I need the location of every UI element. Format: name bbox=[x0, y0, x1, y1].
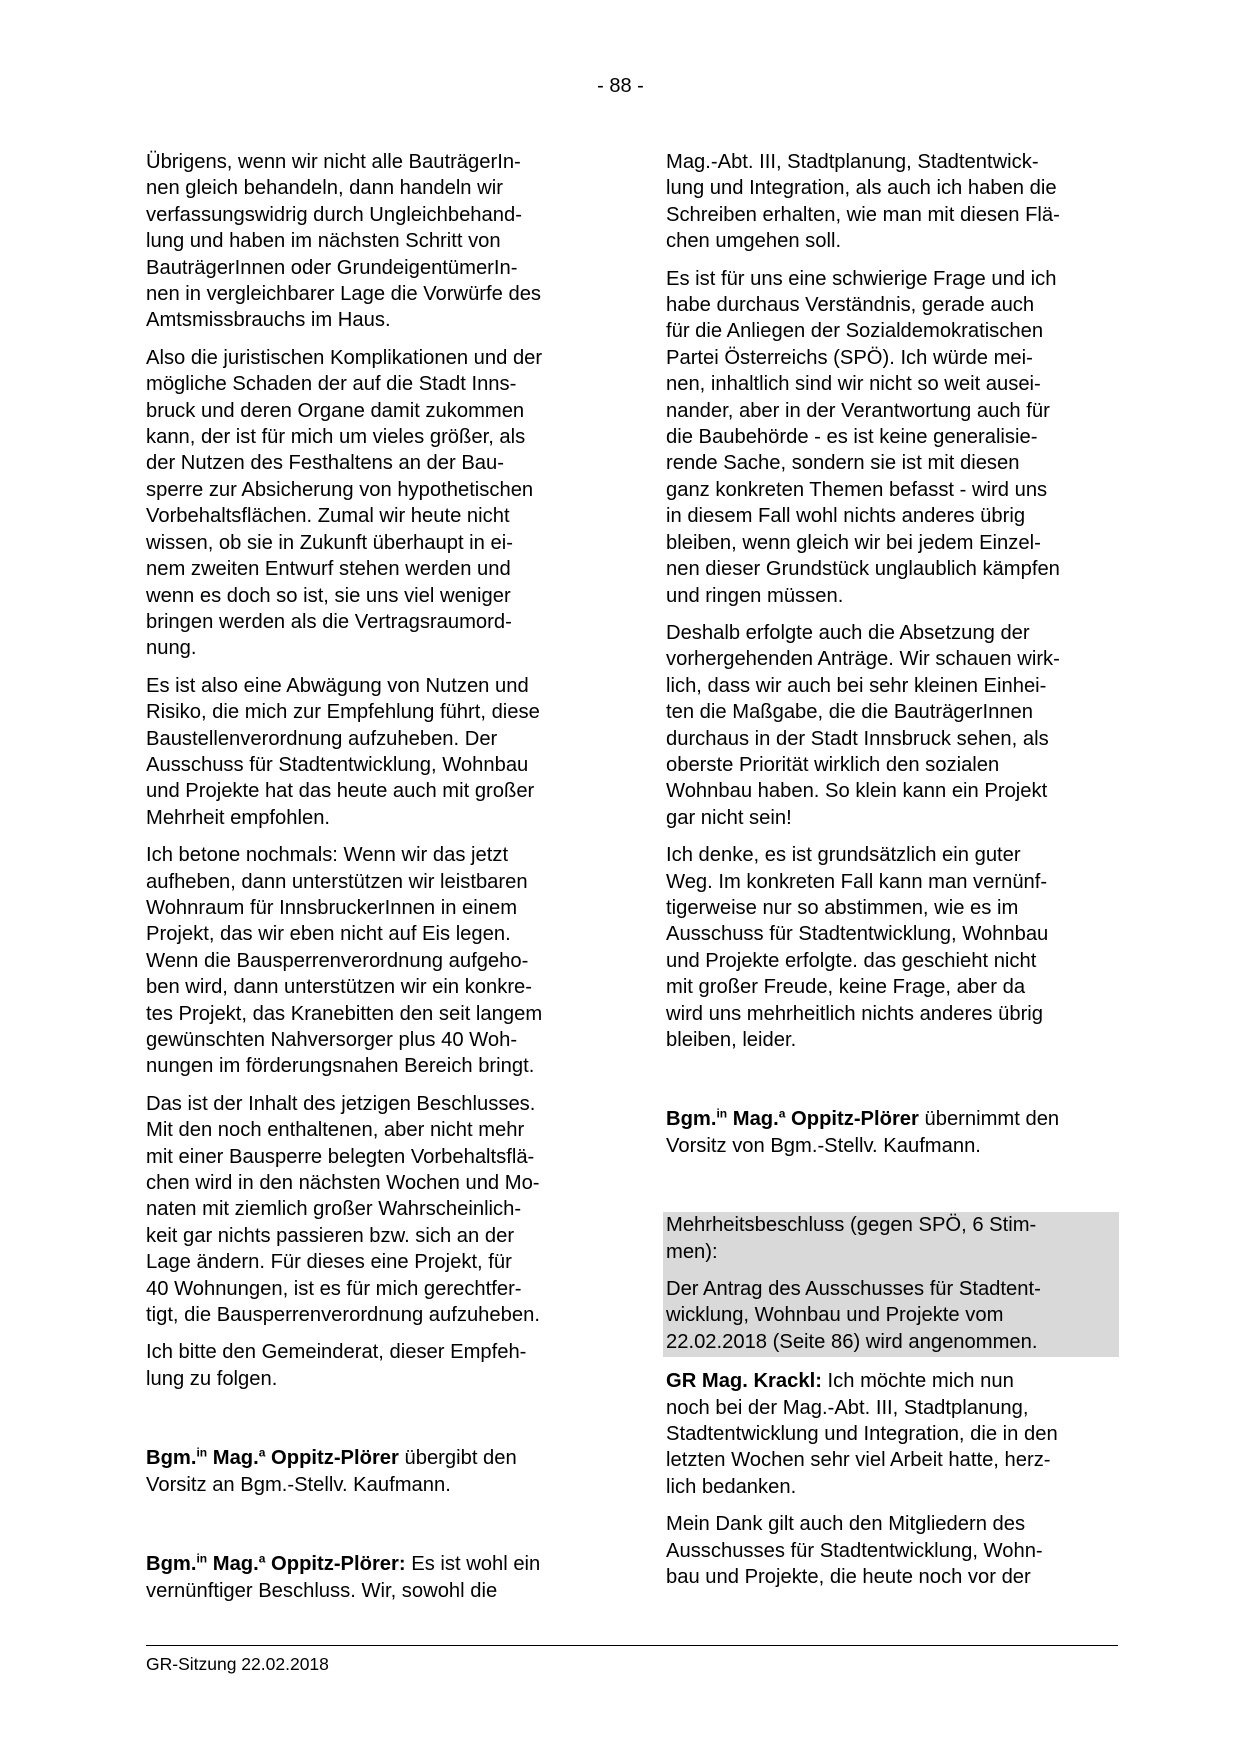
decision-text: Der Antrag des Ausschusses für Stadtent- wicklung, Wohnbau und Projekte vom 22.02.2018 (Seite 86) wird angenommen. bbox=[666, 1278, 1041, 1353]
speaker-name: Bgm.$^{in}$ Mag.$^a$ Oppitz-Plörer bbox=[666, 1106, 919, 1131]
speaker-note: Bgm.$^{in}$ Mag.$^a$ Oppitz-Plörer übergibt den Vorsitz an Bgm.-Stellv. Kaufmann. bbox=[146, 1445, 517, 1496]
speaker-statement: GR Mag. Krackl: Ich möchte mich nun noch bei der Mag.-Abt. III, Stadtplanung, Stadtentwicklung und Integration, die in den letzten Wochen sehr viel Arbeit hatte, herz- lich bedanken. bbox=[666, 1370, 1058, 1498]
paragraph: Mein Dank gilt auch den Mitgliedern des Ausschusses für Stadtentwicklung, Wohn- bau und Projekte, die heute noch vor der bbox=[666, 1513, 1043, 1589]
paragraph: Mag.-Abt. III, Stadtplanung, Stadtentwick- lung und Integration, als auch ich haben die Schreiben erhalten, wie man mit diesen Flä- chen umgehen soll. bbox=[666, 151, 1060, 253]
paragraph: Es ist also eine Abwägung von Nutzen und Risiko, die mich zur Empfehlung führt, diese Baustellenverordnung aufzuheben. Der Ausschuss für Stadtentwicklung, Wohnbau und Projekte hat das heute auch mit großer Mehrheit empfohlen. bbox=[146, 674, 540, 829]
speaker-name: Bgm.$^{in}$ Mag.$^a$ Oppitz-Plörer: bbox=[146, 1551, 406, 1576]
paragraph: Übrigens, wenn wir nicht alle BauträgerIn- nen gleich behandeln, dann handeln wir verfassungswidrig durch Ungleichbehand- lung und haben im nächsten Schritt von BauträgerInnen oder GrundeigentümerIn- nen in vergleichbarer Lage die Vorwürfe des Amtsmissbrauchs im Haus. bbox=[146, 151, 542, 332]
decision-result: Mehrheitsbeschluss (gegen SPÖ, 6 Stim- men): bbox=[666, 1214, 1037, 1263]
page-number: - 88 - bbox=[597, 75, 644, 97]
paragraph: Also die juristischen Komplikationen und der mögliche Schaden der auf die Stadt Inns- bruck und deren Organe damit zukommen kann, der ist für mich um vieles größer, als der Nutzen des Festhaltens an der Bau- sperre zur Absicherung von hypothetischen Vorbehaltsflächen. Zumal wir heute nicht wissen, ob sie in Zukunft überhaupt in ei- nem zweiten Entwurf stehen werden und wenn es doch so ist, sie uns viel weniger bringen werden als die Vertragsraumord- nung. bbox=[146, 346, 543, 660]
paragraph: Ich bitte den Gemeinderat, dieser Empfeh- lung zu folgen. bbox=[146, 1341, 527, 1390]
left-column bbox=[146, 149, 602, 1615]
decision-box bbox=[663, 1212, 1119, 1357]
paragraph: Es ist für uns eine schwierige Frage und ich habe durchaus Verständnis, gerade auch für die Anliegen der Sozialdemokratischen Partei Österreichs (SPÖ). Ich würde mei- nen, inhaltlich sind wir nicht so weit ausei- nander, aber in der Verantwortung auch für die Baubehörde - es ist keine generalisie- rende Sache, sondern sie ist mit diesen ganz konkreten Themen befasst - wird uns in diesem Fall wohl nichts anderes übrig bleiben, wenn gleich wir bei jedem Einzel- nen dieser Grundstück unglaublich kämpfen und ringen müssen. bbox=[666, 267, 1060, 607]
paragraph: Das ist der Inhalt des jetzigen Beschlusses. Mit den noch enthaltenen, aber nicht mehr mit einer Bausperre belegten Vorbehaltsflä- chen wird in den nächsten Wochen und Mo- naten mit ziemlich großer Wahrscheinlich- keit gar nichts passieren bzw. sich an der Lage ändern. Für dieses eine Projekt, für 40 Wohnungen, ist es für mich gerechtfer- tigt, die Bausperrenverordnung aufzuheben. bbox=[146, 1092, 540, 1327]
footer-label: GR-Sitzung 22.02.2018 bbox=[146, 1654, 329, 1674]
paragraph: Deshalb erfolgte auch die Absetzung der vorhergehenden Anträge. Wir schauen wirk- lich, dass wir auch bei sehr kleinen Einhei- ten die Maßgabe, die die BauträgerInnen durchaus in der Stadt Innsbruck sehen, als oberste Priorität wirklich den sozialen Wohnbau haben. So klein kann ein Projekt gar nicht sein! bbox=[666, 621, 1060, 829]
paragraph: Ich denke, es ist grundsätzlich ein guter Weg. Im konkreten Fall kann man vernünf- tigerweise nur so abstimmen, wie es im Ausschuss für Stadtentwicklung, Wohnbau und Projekte erfolgte. das geschieht nicht mit großer Freude, keine Frage, aber da wird uns mehrheitlich nichts anderes übrig bleiben, leider. bbox=[666, 844, 1049, 1051]
footer-divider bbox=[146, 1645, 1118, 1646]
right-column bbox=[666, 149, 1122, 1602]
speaker-note: Bgm.$^{in}$ Mag.$^a$ Oppitz-Plörer übernimmt den Vorsitz von Bgm.-Stellv. Kaufmann. bbox=[666, 1106, 1060, 1157]
paragraph: Ich betone nochmals: Wenn wir das jetzt aufheben, dann unterstützen wir leistbaren Wohnraum für InnsbruckerInnen in einem Projekt, das wir eben nicht auf Eis legen. Wenn die Bausperrenverordnung aufgeho- ben wird, dann unterstützen wir ein konkre- tes Projekt, das Kranebitten den seit langem gewünschten Nahversorger plus 40 Woh- nungen im förderungsnahen Bereich bringt. bbox=[146, 844, 543, 1078]
speaker-statement: Bgm.$^{in}$ Mag.$^a$ Oppitz-Plörer: Es ist wohl ein vernünftiger Beschluss. Wir, sowohl die bbox=[146, 1551, 541, 1602]
speaker-name: Bgm.$^{in}$ Mag.$^a$ Oppitz-Plörer bbox=[146, 1445, 399, 1470]
speaker-name: GR Mag. Krackl: bbox=[666, 1370, 822, 1393]
